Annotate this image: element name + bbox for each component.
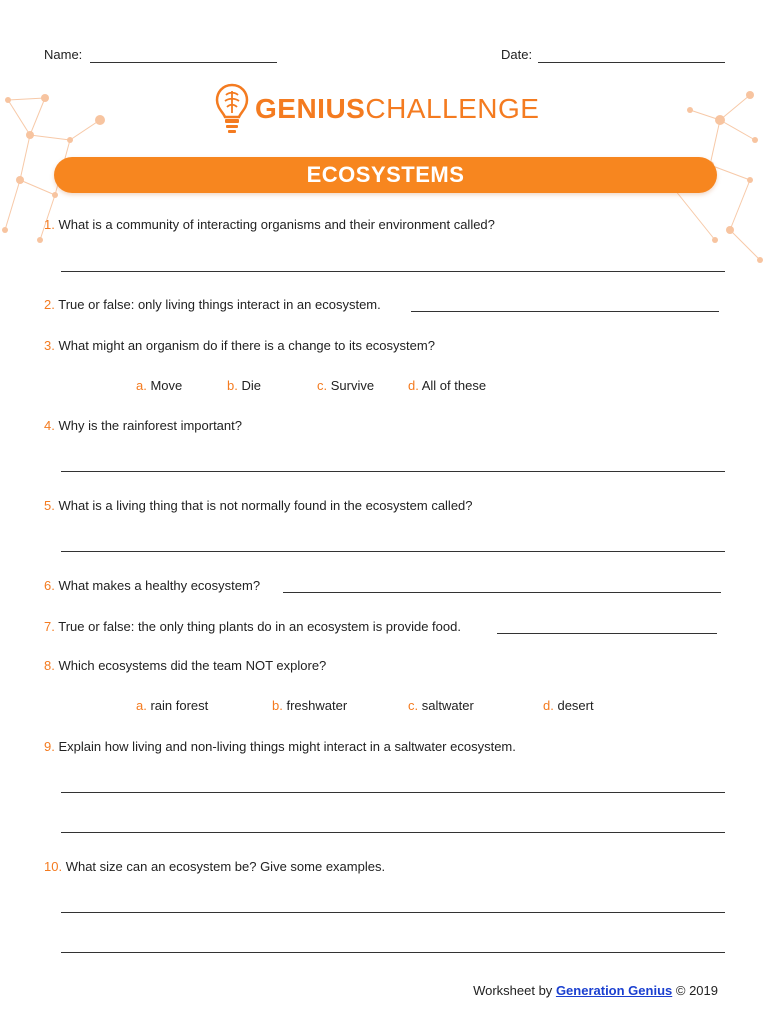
option-text: All of these xyxy=(421,378,487,393)
option-c[interactable] xyxy=(317,378,374,394)
option-text: desert xyxy=(557,698,594,713)
option-a[interactable] xyxy=(136,378,182,394)
question-number: 9. xyxy=(44,739,55,754)
answer-line[interactable] xyxy=(61,952,725,953)
option-letter: c. xyxy=(408,698,419,713)
answer-line[interactable] xyxy=(61,471,725,472)
footer-credit xyxy=(473,983,718,999)
genius-challenge-logo xyxy=(215,84,539,134)
logo-text-bold: GENIUS xyxy=(255,93,366,124)
option-letter: a. xyxy=(136,378,147,393)
option-text: Move xyxy=(150,378,183,393)
question-2 xyxy=(44,297,381,313)
question-8 xyxy=(44,658,326,674)
option-text: saltwater xyxy=(421,698,474,713)
generation-genius-link[interactable]: Generation Genius xyxy=(555,983,673,998)
question-number: 4. xyxy=(44,418,55,433)
option-text: rain forest xyxy=(150,698,209,713)
question-text: What size can an ecosystem be? Give some examples. xyxy=(65,859,386,874)
option-letter: b. xyxy=(227,378,238,393)
question-text: True or false: only living things interact in an ecosystem. xyxy=(58,297,381,312)
answer-line[interactable] xyxy=(61,271,725,272)
question-7 xyxy=(44,619,461,635)
logo-text-light: CHALLENGE xyxy=(365,93,540,124)
option-d[interactable] xyxy=(543,698,594,714)
question-number: 3. xyxy=(44,338,55,353)
page-title: ECOSYSTEMS xyxy=(306,162,465,187)
date-field[interactable] xyxy=(501,47,532,63)
question-text: Explain how living and non-living things might interact in a saltwater ecosystem. xyxy=(58,739,516,754)
answer-line[interactable] xyxy=(497,633,717,634)
question-3 xyxy=(44,338,435,354)
question-number: 1. xyxy=(44,217,55,232)
option-c[interactable] xyxy=(408,698,474,714)
question-number: 6. xyxy=(44,578,55,593)
option-d[interactable] xyxy=(408,378,486,394)
question-text: Why is the rainforest important? xyxy=(58,418,242,433)
name-line[interactable] xyxy=(90,62,277,63)
answer-line[interactable] xyxy=(61,792,725,793)
question-number: 8. xyxy=(44,658,55,673)
option-a[interactable] xyxy=(136,698,208,714)
option-b[interactable] xyxy=(227,378,261,394)
option-letter: a. xyxy=(136,698,147,713)
answer-line[interactable] xyxy=(61,912,725,913)
footer-suffix: © 2019 xyxy=(675,983,718,998)
option-text: Survive xyxy=(330,378,375,393)
question-number: 5. xyxy=(44,498,55,513)
question-9 xyxy=(44,739,516,755)
date-line[interactable] xyxy=(538,62,725,63)
option-text: Die xyxy=(241,378,261,393)
option-b[interactable] xyxy=(272,698,347,714)
question-text: What makes a healthy ecosystem? xyxy=(58,578,261,593)
question-6 xyxy=(44,578,260,594)
option-letter: d. xyxy=(408,378,419,393)
option-letter: b. xyxy=(272,698,283,713)
question-number: 7. xyxy=(44,619,55,634)
question-1 xyxy=(44,217,495,233)
question-text: What is a living thing that is not normally found in the ecosystem called? xyxy=(58,498,473,513)
question-4 xyxy=(44,418,242,434)
footer-prefix: Worksheet by xyxy=(473,983,553,998)
question-text: Which ecosystems did the team NOT explore? xyxy=(58,658,327,673)
question-text: True or false: the only thing plants do in an ecosystem is provide food. xyxy=(58,619,461,634)
question-text: What might an organism do if there is a change to its ecosystem? xyxy=(58,338,435,353)
option-letter: c. xyxy=(317,378,328,393)
question-number: 10. xyxy=(44,859,63,874)
answer-line[interactable] xyxy=(61,832,725,833)
option-letter: d. xyxy=(543,698,554,713)
option-text: freshwater xyxy=(286,698,348,713)
question-5 xyxy=(44,498,473,514)
answer-line[interactable] xyxy=(61,551,725,552)
name-field[interactable] xyxy=(44,47,82,63)
question-text: What is a community of interacting organisms and their environment called? xyxy=(58,217,495,232)
answer-line[interactable] xyxy=(283,592,721,593)
brain-lightbulb-icon xyxy=(215,83,249,135)
date-label: Date: xyxy=(501,47,533,62)
title-banner xyxy=(54,157,717,193)
name-label: Name: xyxy=(44,47,83,62)
answer-line[interactable] xyxy=(411,311,719,312)
question-10 xyxy=(44,859,385,875)
question-number: 2. xyxy=(44,297,55,312)
